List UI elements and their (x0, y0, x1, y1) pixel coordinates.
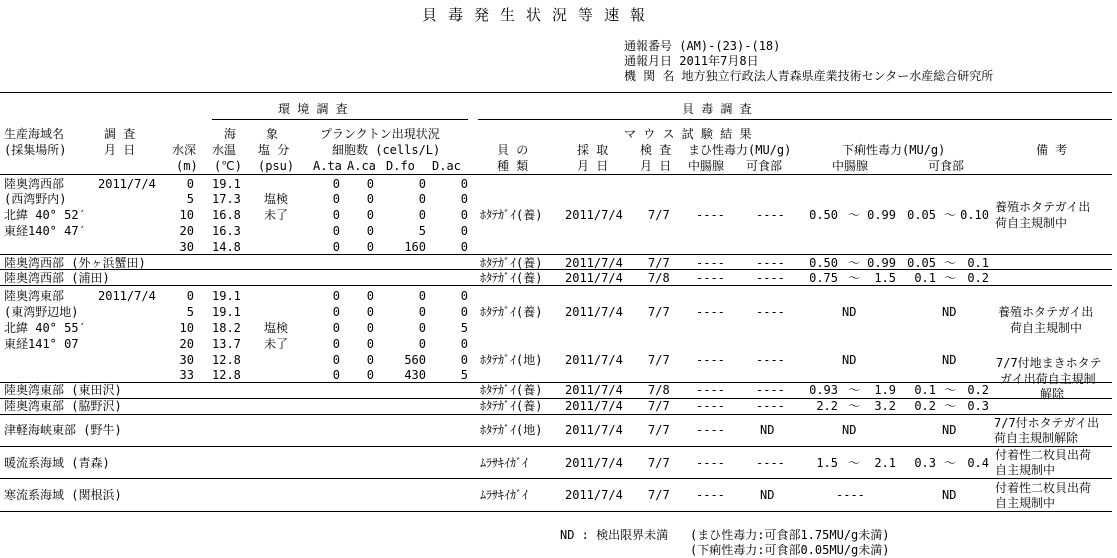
longitude: 東経141° 07 (4, 337, 79, 351)
dsp-edible-high: 0.10 (960, 208, 989, 222)
col-test: 検 査 (640, 143, 672, 157)
tilde: ～ (848, 383, 861, 397)
tilde: ～ (944, 399, 957, 413)
psp-edible: ---- (756, 256, 785, 270)
survey-date: 2011/7/4 (98, 177, 156, 191)
dsp-gut-low: 2.2 (816, 399, 838, 413)
dsp-edible: ND (942, 305, 957, 319)
psp-gut: ---- (696, 456, 725, 470)
area-name: 陸奥湾西部 (外ヶ浜蟹田) (4, 256, 146, 270)
cell-dfo: 5 (418, 224, 426, 238)
depth: 33 (179, 368, 194, 382)
area-name: 陸奥湾西部 (4, 177, 65, 191)
water-temp: 16.3 (212, 224, 241, 238)
cell-dfo: 0 (418, 177, 426, 191)
rule-head (0, 174, 1112, 175)
depth: 20 (179, 224, 194, 238)
rule-r3 (0, 285, 1112, 286)
remarks: 解除 (1040, 387, 1065, 401)
organization: 機 関 名 地方独立行政法人青森県産業技術センター水産総合研究所 (624, 69, 994, 83)
remarks: 荷自主規制中 (1010, 321, 1083, 335)
rule-top (0, 92, 1112, 93)
shell-species: ﾎﾀﾃｶﾞｲ(養) (480, 271, 543, 285)
water-temp: 19.1 (212, 289, 241, 303)
remarks: 付着性二枚貝出荷 (995, 448, 1092, 462)
dsp-gut-low: 1.5 (816, 456, 838, 470)
area-name: 陸奥湾東部 (脇野沢) (4, 399, 122, 413)
cell-dac: 0 (460, 240, 468, 254)
nd-note: ND : 検出限界未満 (560, 528, 669, 542)
tilde: ～ (848, 399, 861, 413)
water-temp: 18.2 (212, 321, 241, 335)
psp-edible: ---- (756, 399, 785, 413)
col-cells: 細胞数 (cells/L) (332, 143, 441, 157)
shell-species: ﾑﾗｻｷｲｶﾞｲ (480, 456, 529, 470)
cell-ata: 0 (332, 240, 340, 254)
cell-aca: 0 (366, 289, 374, 303)
psp-gut: ---- (696, 271, 725, 285)
cell-dfo: 0 (418, 208, 426, 222)
rule-toxin (478, 119, 1112, 120)
dsp-gut-high: 2.1 (874, 456, 896, 470)
psp-edible: ---- (756, 305, 785, 319)
cell-dfo: 430 (404, 368, 426, 382)
cell-aca: 0 (366, 192, 374, 206)
psp-edible: ---- (756, 456, 785, 470)
cell-dfo: 0 (418, 337, 426, 351)
sample-date: 2011/7/4 (565, 208, 623, 222)
col-survey-sub: 月 日 (104, 143, 136, 157)
area-name: 陸奥湾西部 (浦田) (4, 271, 110, 285)
rule-env (212, 119, 468, 120)
col-dac: D.ac (432, 159, 461, 173)
remarks: 自主規制中 (995, 496, 1056, 510)
col-depth: 水深 (172, 143, 197, 157)
psp-gut: ---- (696, 488, 725, 502)
dsp-gut-low: 0.50 (809, 208, 838, 222)
dsp-gut-low: 0.50 (809, 256, 838, 270)
cell-aca: 0 (366, 353, 374, 367)
cell-aca: 0 (366, 224, 374, 238)
cell-dac: 0 (460, 224, 468, 238)
group-env: 環 境 調 査 (278, 102, 348, 116)
cell-ata: 0 (332, 289, 340, 303)
area-place: (東湾野辺地) (4, 305, 79, 319)
dsp-gut: ND (842, 305, 857, 319)
water-temp: 14.8 (212, 240, 241, 254)
shell-species: ﾎﾀﾃｶﾞｲ(養) (480, 305, 543, 319)
dsp-gut-low: 0.75 (809, 271, 838, 285)
dsp-edible-high: 0.4 (967, 456, 989, 470)
cell-dac: 5 (460, 321, 468, 335)
test-date: 7/7 (648, 456, 670, 470)
test-date: 7/7 (648, 423, 670, 437)
remarks: ガイ出荷自主規制 (1000, 372, 1096, 386)
depth: 10 (179, 321, 194, 335)
dsp-edible-low: 0.3 (914, 456, 936, 470)
col-remarks: 備 考 (1036, 143, 1068, 157)
shell-species: ﾎﾀﾃｶﾞｲ(養) (480, 399, 543, 413)
rule-r7 (0, 446, 1112, 447)
col-dfo: D.fo (386, 159, 415, 173)
psp-gut: ---- (696, 353, 725, 367)
water-temp: 19.1 (212, 305, 241, 319)
dsp-edible-high: 0.2 (967, 271, 989, 285)
dsp-gut-high: 0.99 (867, 256, 896, 270)
dsp-edible-high: 0.1 (967, 256, 989, 270)
dsp-gut-high: 0.99 (867, 208, 896, 222)
remarks: 7/7付地まきホタテ (996, 356, 1102, 370)
psp-edible: ---- (756, 208, 785, 222)
group-toxin: 貝 毒 調 査 (682, 102, 752, 116)
test-date: 7/7 (648, 305, 670, 319)
dsp-gut-high: 1.5 (874, 271, 896, 285)
water-temp: 16.8 (212, 208, 241, 222)
cell-dfo: 0 (418, 289, 426, 303)
sample-date: 2011/7/4 (565, 423, 623, 437)
col-dsp-gut: 中腸腺 (832, 159, 869, 173)
tilde: ～ (848, 456, 861, 470)
cell-dfo: 0 (418, 321, 426, 335)
dsp-edible-high: 0.2 (967, 383, 989, 397)
depth: 5 (186, 305, 194, 319)
shell-species: ﾎﾀﾃｶﾞｲ(養) (480, 256, 543, 270)
test-date: 7/7 (648, 353, 670, 367)
cell-dac: 0 (460, 208, 468, 222)
remarks: 7/7付ホタテガイ出 (994, 416, 1100, 430)
sample-date: 2011/7/4 (565, 353, 623, 367)
tilde: ～ (944, 383, 957, 397)
area-place: (西湾野内) (4, 192, 67, 206)
dsp-edible-low: 0.2 (914, 399, 936, 413)
remarks: 養殖ホタテガイ出 (998, 305, 1094, 319)
dsp-gut: ---- (836, 488, 865, 502)
cell-aca: 0 (366, 305, 374, 319)
psp-gut: ---- (696, 256, 725, 270)
remarks: 荷自主規制解除 (994, 431, 1079, 445)
col-test-sub: 月 日 (640, 159, 672, 173)
salinity: 未了 (264, 337, 289, 351)
cell-ata: 0 (332, 177, 340, 191)
report-number: 通報番号 (AM)-(23)-(18) (624, 39, 781, 53)
sample-date: 2011/7/4 (565, 383, 623, 397)
test-date: 7/7 (648, 399, 670, 413)
cell-aca: 0 (366, 208, 374, 222)
salinity: 塩検 (264, 321, 289, 335)
remarks: 自主規制中 (995, 463, 1056, 477)
col-psp-gut: 中腸腺 (688, 159, 725, 173)
col-ata: A.ta (313, 159, 342, 173)
rule-r1 (0, 254, 1112, 255)
dsp-gut-high: 1.9 (874, 383, 896, 397)
col-salinity: 塩 分 (258, 143, 290, 157)
cell-dac: 5 (460, 368, 468, 382)
salinity: 塩検 (264, 192, 289, 206)
cell-ata: 0 (332, 224, 340, 238)
survey-date: 2011/7/4 (98, 289, 156, 303)
col-sample: 採 取 (577, 143, 609, 157)
rule-bottom (0, 511, 1112, 512)
shell-species: ﾎﾀﾃｶﾞｲ(養) (480, 383, 543, 397)
dsp-gut-high: 3.2 (874, 399, 896, 413)
sample-date: 2011/7/4 (565, 271, 623, 285)
shell-species: ﾑﾗｻｷｲｶﾞｲ (480, 488, 529, 502)
cell-dac: 0 (460, 192, 468, 206)
psp-edible: ---- (756, 353, 785, 367)
shell-species: ﾎﾀﾃｶﾞｲ(養) (480, 208, 543, 222)
col-dsp: 下痢性毒力(MU/g) (842, 143, 946, 157)
cell-dac: 0 (460, 305, 468, 319)
water-temp: 13.7 (212, 337, 241, 351)
psp-edible: ---- (756, 271, 785, 285)
tilde: ～ (944, 208, 957, 222)
col-area-sub: (採集場所) (4, 143, 67, 157)
water-temp: 19.1 (212, 177, 241, 191)
water-temp: 17.3 (212, 192, 241, 206)
group-mouse: マ ウ ス 試 験 結 果 (624, 127, 752, 141)
area-name: 陸奥湾東部 (4, 289, 65, 303)
sample-date: 2011/7/4 (565, 488, 623, 502)
depth: 10 (179, 208, 194, 222)
area-name: 暖流系海域 (青森) (4, 456, 110, 470)
psp-gut: ---- (696, 423, 725, 437)
cell-ata: 0 (332, 321, 340, 335)
sample-date: 2011/7/4 (565, 399, 623, 413)
test-date: 7/8 (648, 383, 670, 397)
dsp-gut: ND (842, 423, 857, 437)
col-psp-edible: 可食部 (746, 159, 783, 173)
sample-date: 2011/7/4 (565, 256, 623, 270)
depth: 30 (179, 353, 194, 367)
report-date: 通報月日 2011年7月8日 (624, 54, 759, 68)
col-dsp-edible: 可食部 (928, 159, 965, 173)
cell-dac: 0 (460, 177, 468, 191)
cell-dfo: 160 (404, 240, 426, 254)
report-title: 貝毒発生状況等速報 (422, 6, 657, 24)
dsp-edible: ND (942, 423, 957, 437)
cell-aca: 0 (366, 240, 374, 254)
rule-r6 (0, 414, 1112, 415)
cell-dac: 0 (460, 337, 468, 351)
dsp-edible-low: 0.05 (907, 256, 936, 270)
col-shell-sub: 種 類 (497, 159, 529, 173)
test-date: 7/7 (648, 488, 670, 502)
cell-ata: 0 (332, 208, 340, 222)
col-aca: A.ca (347, 159, 376, 173)
psp-gut: ---- (696, 208, 725, 222)
psp-gut: ---- (696, 399, 725, 413)
cell-ata: 0 (332, 368, 340, 382)
water-temp: 12.8 (212, 368, 241, 382)
cell-aca: 0 (366, 321, 374, 335)
depth: 30 (179, 240, 194, 254)
cell-aca: 0 (366, 368, 374, 382)
rule-r8 (0, 478, 1112, 479)
cell-ata: 0 (332, 337, 340, 351)
dsp-edible-low: 0.1 (914, 271, 936, 285)
psp-limit-note: (まひ性毒力:可食部1.75MU/g未満) (690, 528, 890, 542)
cell-dac: 0 (460, 353, 468, 367)
col-temp-unit: (℃) (214, 159, 242, 173)
cell-ata: 0 (332, 192, 340, 206)
dsp-edible-low: 0.1 (914, 383, 936, 397)
tilde: ～ (848, 256, 861, 270)
col-shell: 貝 の (497, 143, 529, 157)
depth: 5 (186, 192, 194, 206)
depth: 20 (179, 337, 194, 351)
area-name: 寒流系海域 (関根浜) (4, 488, 122, 502)
psp-edible: ND (760, 423, 775, 437)
dsp-edible: ND (942, 488, 957, 502)
test-date: 7/8 (648, 271, 670, 285)
dsp-edible-high: 0.3 (967, 399, 989, 413)
area-name: 陸奥湾東部 (東田沢) (4, 383, 122, 397)
col-plankton: プランクトン出現状況 (320, 127, 440, 141)
test-date: 7/7 (648, 208, 670, 222)
depth: 0 (186, 289, 194, 303)
dsp-edible-low: 0.05 (907, 208, 936, 222)
col-psp: まひ性毒力(MU/g) (688, 143, 792, 157)
cell-dfo: 0 (418, 305, 426, 319)
latitude: 北緯 40° 52′ (4, 208, 86, 222)
remarks: 養殖ホタテガイ出 (995, 200, 1091, 214)
water-temp: 12.8 (212, 353, 241, 367)
cell-dfo: 0 (418, 192, 426, 206)
col-depth-unit: (m) (176, 159, 198, 173)
cell-aca: 0 (366, 337, 374, 351)
cell-ata: 0 (332, 353, 340, 367)
dsp-gut-low: 0.93 (809, 383, 838, 397)
remarks: 荷自主規制中 (995, 216, 1068, 230)
tilde: ～ (944, 271, 957, 285)
cell-dfo: 560 (404, 353, 426, 367)
tilde: ～ (944, 256, 957, 270)
sample-date: 2011/7/4 (565, 305, 623, 319)
test-date: 7/7 (648, 256, 670, 270)
psp-edible: ---- (756, 383, 785, 397)
shell-species: ﾎﾀﾃｶﾞｲ(地) (480, 353, 543, 367)
tilde: ～ (944, 456, 957, 470)
salinity: 未了 (264, 208, 289, 222)
longitude: 東経140° 47′ (4, 224, 86, 238)
col-phenomenon: 象 (266, 127, 279, 141)
col-area: 生産海域名 (4, 127, 65, 141)
cell-ata: 0 (332, 305, 340, 319)
dsp-limit-note: (下痢性毒力:可食部0.05MU/g未満) (690, 543, 890, 557)
latitude: 北緯 40° 55′ (4, 321, 86, 335)
col-salinity-unit: (psu) (258, 159, 295, 173)
col-sample-sub: 月 日 (577, 159, 609, 173)
depth: 0 (186, 177, 194, 191)
psp-edible: ND (760, 488, 775, 502)
shell-species: ﾎﾀﾃｶﾞｲ(地) (480, 423, 543, 437)
col-survey: 調 査 (104, 127, 136, 141)
col-temp: 水温 (212, 143, 237, 157)
psp-gut: ---- (696, 305, 725, 319)
dsp-edible: ND (942, 353, 957, 367)
col-sea: 海 (224, 127, 237, 141)
psp-gut: ---- (696, 383, 725, 397)
cell-dac: 0 (460, 289, 468, 303)
dsp-gut: ND (842, 353, 857, 367)
remarks: 付着性二枚貝出荷 (995, 481, 1092, 495)
sample-date: 2011/7/4 (565, 456, 623, 470)
tilde: ～ (848, 271, 861, 285)
area-name: 津軽海峡東部 (野牛) (4, 423, 122, 437)
tilde: ～ (848, 208, 861, 222)
cell-aca: 0 (366, 177, 374, 191)
